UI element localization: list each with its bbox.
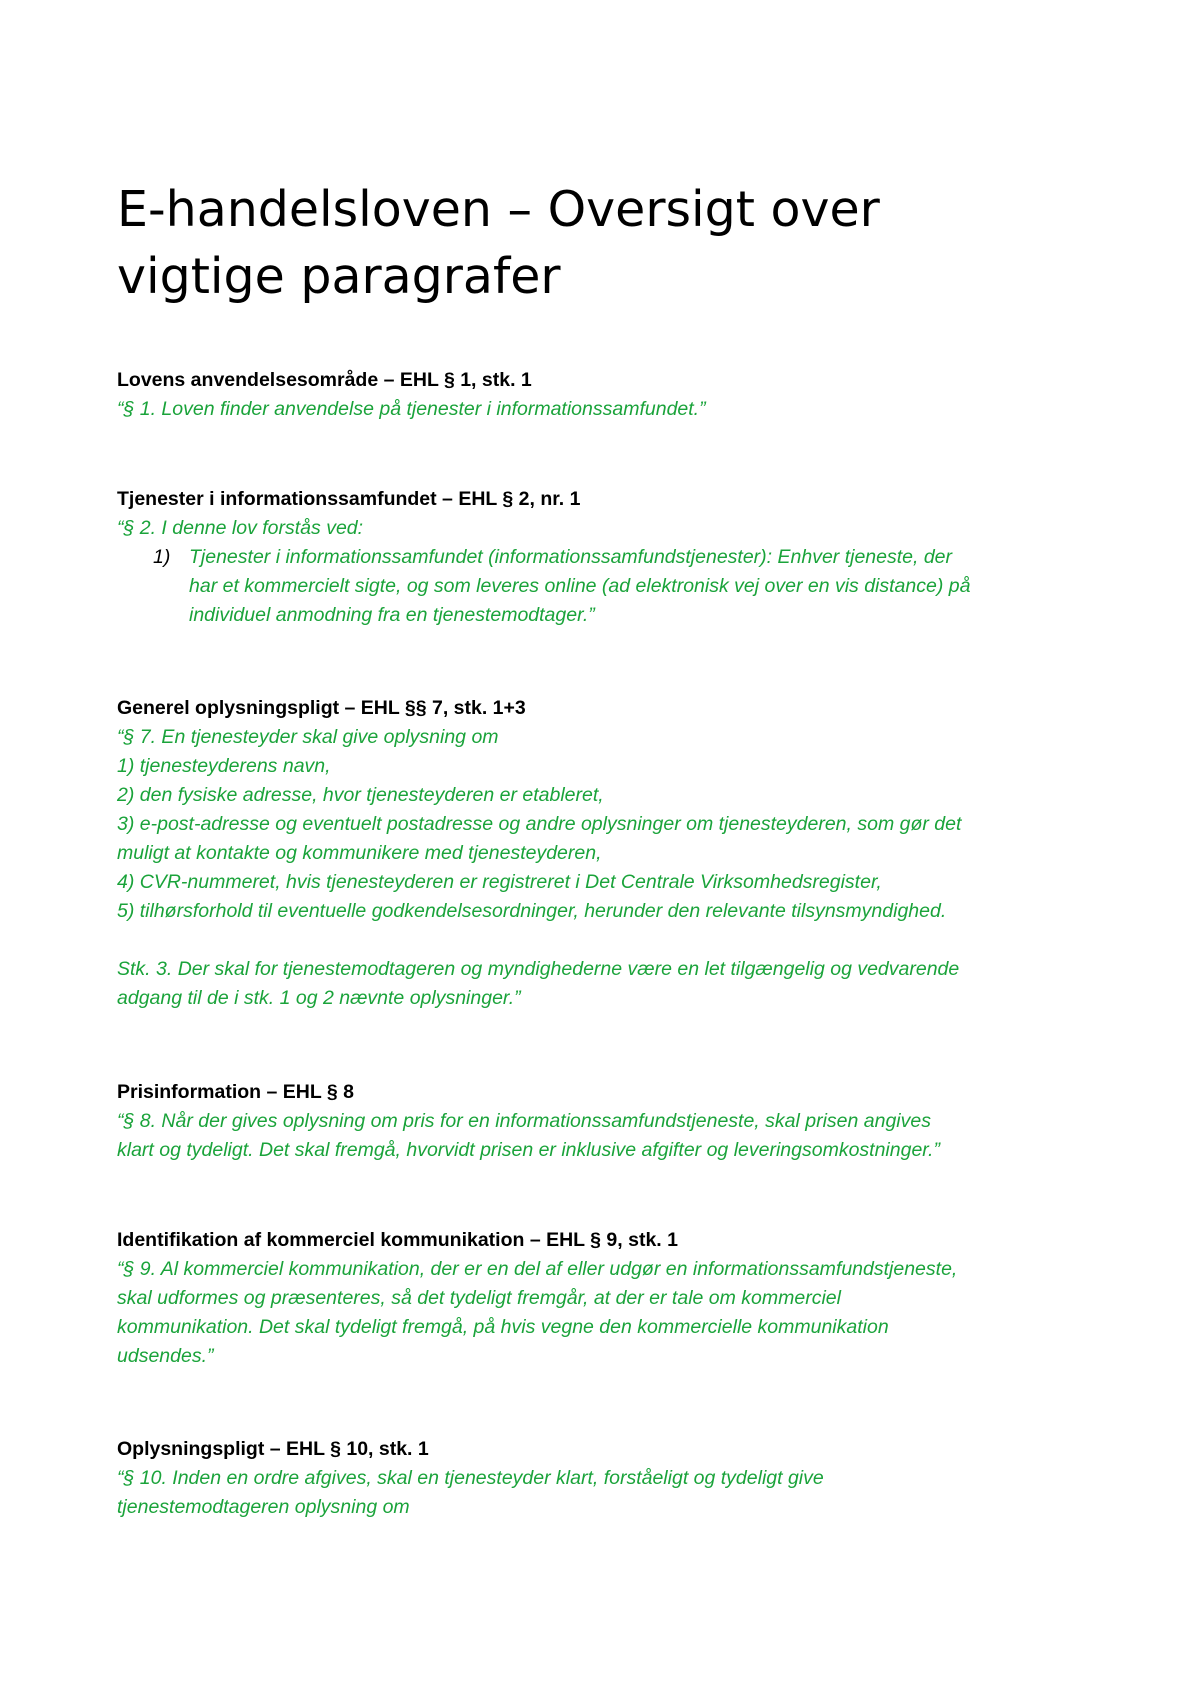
law-quote-line: “§ 9. Al kommerciel kommunikation, der er en del af eller udgør en informationssamfundstjeneste, — [117, 1258, 958, 1280]
law-quote-line: “§ 1. Loven finder anvendelse på tjenester i informationssamfundet.” — [117, 398, 706, 420]
section-general-disclosure — [117, 694, 1097, 1013]
section-commercial-communication — [117, 1226, 1097, 1371]
section-heading: Identifikation af kommerciel kommunikation – EHL § 9, stk. 1 — [117, 1229, 678, 1251]
section-services — [117, 485, 1097, 630]
section-price-information — [117, 1078, 1097, 1165]
section-heading: Generel oplysningspligt – EHL §§ 7, stk. 1+3 — [117, 697, 526, 719]
title-line: E-handelsloven – Oversigt over — [117, 181, 880, 238]
law-quote-line: tjenestemodtageren oplysning om — [117, 1496, 410, 1518]
law-quote-line: 3) e-post-adresse og eventuelt postadresse og andre oplysninger om tjenesteyderen, som gør det — [117, 813, 962, 835]
title-line: vigtige paragrafer — [117, 248, 561, 305]
law-quote-line: udsendes.” — [117, 1345, 214, 1367]
section-heading: Lovens anvendelsesområde – EHL § 1, stk. 1 — [117, 369, 532, 391]
law-quote-line: 4) CVR-nummeret, hvis tjenesteyderen er registreret i Det Centrale Virksomhedsregister, — [117, 871, 882, 893]
law-quote-line: klart og tydeligt. Det skal fremgå, hvorvidt prisen er inklusive afgifter og leveringsomkostninger.” — [117, 1139, 940, 1161]
law-quote-line: adgang til de i stk. 1 og 2 nævnte oplysninger.” — [117, 987, 521, 1009]
law-quote-line: “§ 8. Når der gives oplysning om pris for en informationssamfundstjeneste, skal prisen angives — [117, 1110, 931, 1132]
law-quote-line: 5) tilhørsforhold til eventuelle godkendelsesordninger, herunder den relevante tilsynsmyndighed. — [117, 900, 947, 922]
law-quote-line: “§ 7. En tjenesteyder skal give oplysning om — [117, 726, 499, 748]
section-heading: Prisinformation – EHL § 8 — [117, 1081, 354, 1103]
law-quote-line: Stk. 3. Der skal for tjenestemodtageren og myndighederne være en let tilgængelig og vedvarende — [117, 958, 960, 980]
list-number: 1) — [153, 546, 171, 568]
law-quote-line: 1) tjenesteyderens navn, — [117, 755, 331, 777]
paragraph-spacer — [117, 926, 1097, 955]
law-quote-line: muligt at kontakte og kommunikere med tjenesteyderen, — [117, 842, 602, 864]
list-item — [117, 543, 1097, 572]
law-quote-line: kommunikation. Det skal tydeligt fremgå, på hvis vegne den kommercielle kommunikation — [117, 1316, 889, 1338]
section-disclosure-duty — [117, 1435, 1097, 1522]
law-quote-line: Tjenester i informationssamfundet (informationssamfundstjenester): Enhver tjeneste, der — [189, 546, 953, 568]
section-heading: Oplysningspligt – EHL § 10, stk. 1 — [117, 1438, 429, 1460]
law-quote-line: “§ 10. Inden en ordre afgives, skal en tjenesteyder klart, forståeligt og tydeligt give — [117, 1467, 824, 1489]
law-quote-line: skal udformes og præsenteres, så det tydeligt fremgår, at der er tale om kommerciel — [117, 1287, 841, 1309]
law-quote-line: 2) den fysiske adresse, hvor tjenesteyderen er etableret, — [117, 784, 604, 806]
section-heading: Tjenester i informationssamfundet – EHL § 2, nr. 1 — [117, 488, 581, 510]
law-quote-line: har et kommercielt sigte, og som leveres online (ad elektronisk vej over en vis distance) på — [189, 575, 971, 597]
section-scope — [117, 366, 1097, 424]
document-title — [117, 176, 1117, 310]
law-quote-line: individuel anmodning fra en tjenestemodtager.” — [189, 604, 595, 626]
law-quote-line: “§ 2. I denne lov forstås ved: — [117, 517, 364, 539]
